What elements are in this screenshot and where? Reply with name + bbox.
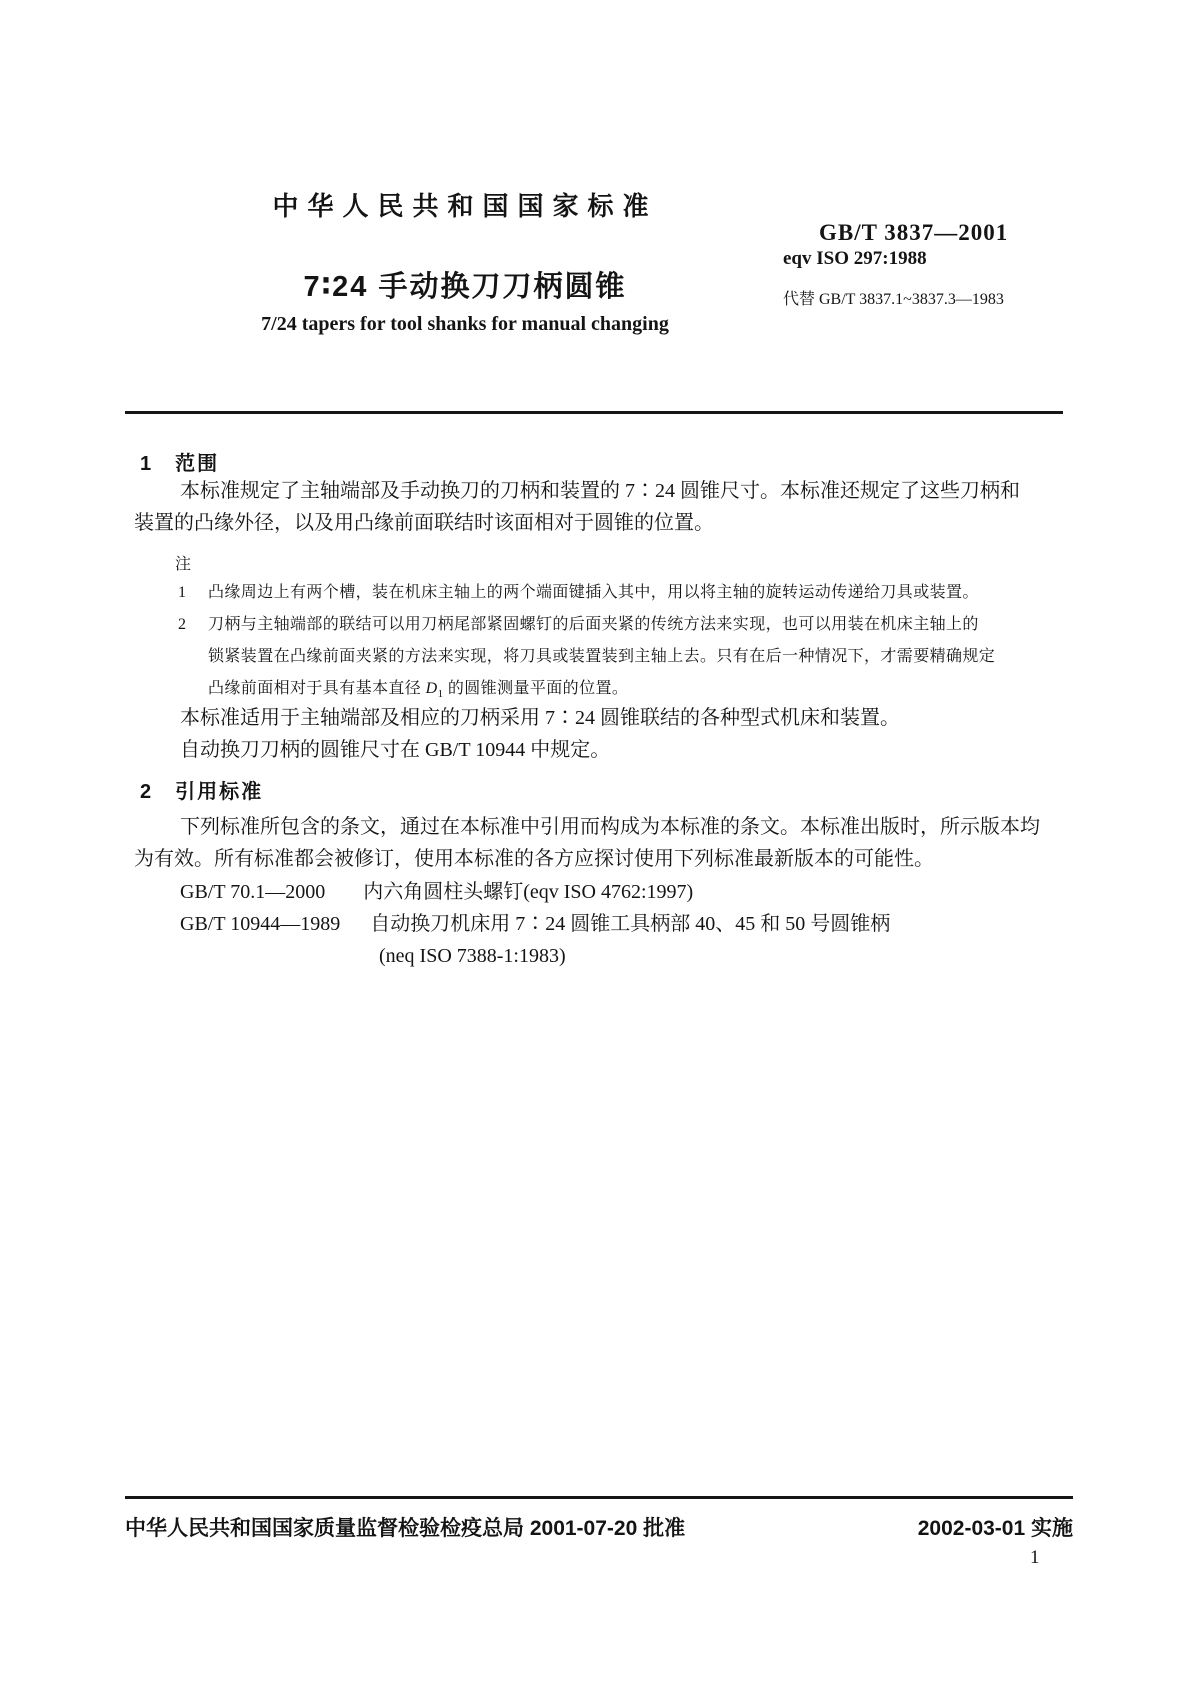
reference-2-code: GB/T 10944—1989 [180, 913, 341, 935]
document-title-english: 7/24 tapers for tool shanks for manual changing [261, 313, 669, 335]
reference-item-2 [134, 908, 1134, 940]
scope-paragraph-line1: 本标准规定了主轴端部及手动换刀的刀柄和装置的 7∶24 圆锥尺寸。本标准还规定了这些刀柄和 [180, 480, 1020, 502]
note-2-line2: 锁紧装置在凸缘前面夹紧的方法来实现，将刀具或装置装到主轴上去。只有在后一种情况下，才需要精确规定 [208, 648, 996, 665]
standard-code: GB/T 3837—2001 [819, 220, 1009, 245]
replaces-note: 代替 GB/T 3837.1~3837.3—1983 [783, 291, 1004, 308]
note-1-number: 1 [178, 584, 187, 601]
reference-2-iso-note: (neq ISO 7388-1:1983) [379, 945, 566, 967]
section1-number: 1 [140, 453, 152, 475]
section2-number: 2 [140, 781, 152, 803]
reference-item-1 [134, 876, 1134, 908]
iso-equivalence: eqv ISO 297:1988 [783, 248, 927, 269]
note-1-text: 凸缘周边上有两个槽，装在机床主轴上的两个端面键插入其中，用以将主轴的旋转运动传递给刀具或装置。 [208, 584, 979, 601]
diameter-d1-symbol: D [425, 680, 438, 697]
footer [125, 1512, 1073, 1542]
section2-title: 引用标准 [175, 781, 264, 803]
section1-heading [134, 447, 1066, 476]
scope-paragraph [134, 475, 1134, 539]
reference-2-title: 自动换刀机床用 7∶24 圆锥工具柄部 40、45 和 50 号圆锥柄 [370, 913, 891, 935]
auto-change-reference-paragraph [134, 734, 1134, 766]
diameter-d1-subscript: 1 [437, 688, 444, 701]
reference-1-code: GB/T 70.1—2000 [180, 881, 326, 903]
scope-paragraph-line2: 装置的凸缘外径，以及用凸缘前面联结时该面相对于圆锥的位置。 [134, 512, 714, 534]
implementation-date-text: 2002-03-01 实施 [917, 1517, 1073, 1540]
applicability-text: 本标准适用于主轴端部及相应的刀柄采用 7∶24 圆锥联结的各种型式机床和装置。 [180, 707, 900, 729]
footer-divider-rule [125, 1496, 1073, 1499]
note-2-line3-suffix: 的圆锥测量平面的位置。 [443, 680, 629, 697]
note-1 [134, 577, 1134, 609]
referenced-standards-paragraph [134, 811, 1134, 875]
section1-title: 范围 [175, 453, 220, 475]
header-divider-rule [125, 411, 1063, 414]
note-2-text [208, 609, 1134, 710]
approval-authority-text: 中华人民共和国国家质量监督检验检疫总局 2001-07-20 批准 [125, 1517, 686, 1540]
page-number: 1 [1030, 1547, 1040, 1568]
referenced-standards-line1: 下列标准所包含的条文，通过在本标准中引用而构成为本标准的条文。本标准出版时，所示版本均 [180, 816, 1040, 838]
standard-code-block [783, 220, 1083, 309]
document-title-chinese: 7∶24 手动换刀刀柄圆锥 [303, 271, 627, 303]
notes-label: 注 [175, 556, 192, 573]
reference-list [134, 876, 1134, 972]
note-2 [134, 609, 1134, 710]
reference-1-title: 内六角圆柱头螺钉(eqv ISO 4762:1997) [363, 881, 694, 903]
note-2-number: 2 [178, 616, 187, 633]
auto-change-reference-text: 自动换刀刀柄的圆锥尺寸在 GB/T 10944 中规定。 [180, 739, 611, 761]
section2-heading [134, 775, 1066, 804]
national-standard-label: 中华人民共和国国家标准 [272, 191, 658, 221]
referenced-standards-line2: 为有效。所有标准都会被修订，使用本标准的各方应探讨使用下列标准最新版本的可能性。 [134, 848, 934, 870]
note-2-line1: 刀柄与主轴端部的联结可以用刀柄尾部紧固螺钉的后面夹紧的传统方法来实现，也可以用装在机床主轴上的 [208, 616, 979, 633]
note-2-line3-prefix: 凸缘前面相对于具有基本直径 [208, 680, 426, 697]
applicability-paragraph [134, 702, 1134, 734]
